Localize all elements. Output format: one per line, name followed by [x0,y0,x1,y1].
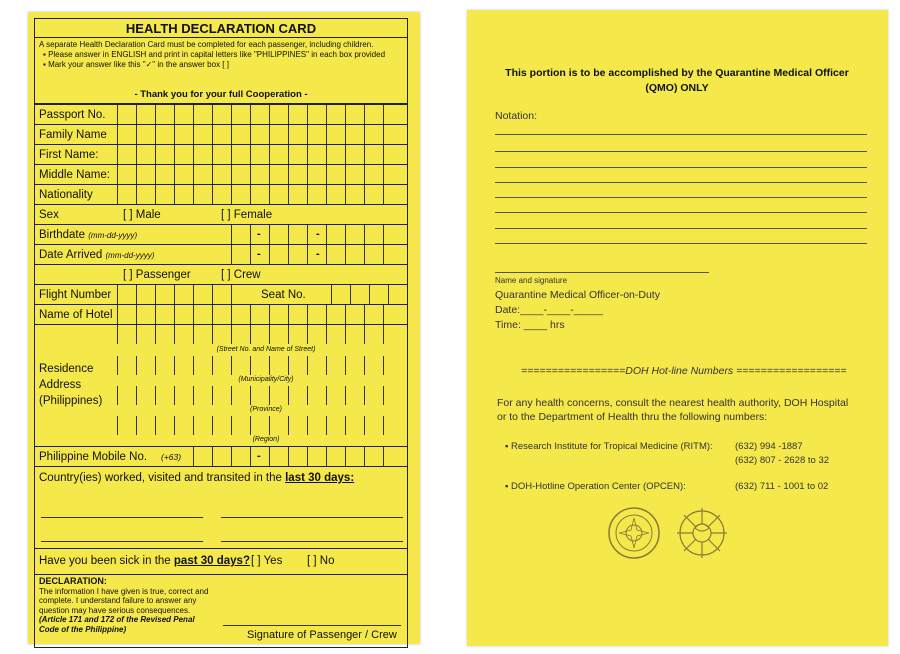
input-box[interactable] [212,165,231,184]
input-box[interactable] [307,305,326,324]
input-box[interactable] [193,145,212,164]
input-box[interactable] [269,125,288,144]
input-box[interactable] [212,285,231,304]
form-grid [34,104,408,648]
input-box[interactable] [250,145,269,164]
input-boxes[interactable] [117,305,402,324]
input-box[interactable] [364,145,383,164]
mobile-row[interactable]: Philippine Mobile No. (+63) - [35,447,407,467]
input-box[interactable] [383,447,402,466]
input-box[interactable] [174,145,193,164]
input-box[interactable] [174,416,193,435]
instruction-2: ▪ Please answer in ENGLISH and print in capital letters like "PHILIPPINES" in each box provided [43,50,386,59]
input-box[interactable] [307,165,326,184]
first-name-label: First Name: [39,149,99,161]
input-box[interactable] [193,447,212,466]
input-box[interactable] [350,285,369,304]
crew-checkbox[interactable]: [ ] Crew [221,269,261,281]
input-box[interactable] [174,325,193,344]
opcen-number: (632) 711 - 1001 to 02 [735,481,829,492]
name-signature-label: Name and signature [495,276,568,285]
declaration-text: DECLARATION: The information I have given is true, correct and complete. I understand failure to answer any question may have serious consequences. (Article 171 and 172 of the Revised Penal Code of the Philippine) [39,576,209,634]
input-box[interactable] [326,225,345,244]
input-box[interactable] [250,356,269,375]
nationality-label: Nationality [39,189,93,201]
input-box[interactable] [326,245,345,264]
input-box[interactable] [364,225,383,244]
input-box[interactable] [345,245,364,264]
input-box[interactable] [307,125,326,144]
input-box[interactable] [345,225,364,244]
input-box[interactable] [345,447,364,466]
middle-name-row[interactable] [35,165,407,185]
time-field[interactable]: Time: ____ hrs [495,319,565,331]
input-box[interactable] [117,305,136,324]
input-box[interactable] [388,285,407,304]
date-field[interactable]: Date:____-____-_____ [495,304,604,316]
input-box[interactable] [155,305,174,324]
input-box[interactable] [326,105,345,124]
input-box[interactable] [193,185,212,204]
birthdate-label: Birthdate (mm-dd-yyyy) [39,229,138,241]
middle-name-label: Middle Name: [39,169,110,181]
input-box[interactable] [345,125,364,144]
input-box[interactable] [307,447,326,466]
input-box[interactable] [117,165,136,184]
mobile-prefix: (+63) [161,452,182,462]
input-boxes[interactable] [117,165,402,184]
input-box[interactable] [231,165,250,184]
passenger-checkbox[interactable]: [ ] Passenger [123,269,191,281]
input-box[interactable] [364,245,383,264]
input-boxes[interactable] [117,125,402,144]
input-box[interactable] [174,356,193,375]
card-title: HEALTH DECLARATION CARD [34,18,408,38]
input-box[interactable] [155,386,174,405]
input-box[interactable] [117,145,136,164]
seat-label: Seat No. [261,289,306,301]
input-box[interactable] [231,356,250,375]
input-box[interactable] [288,185,307,204]
hotel-row[interactable] [35,305,407,325]
input-box[interactable] [136,325,155,344]
input-box[interactable] [288,165,307,184]
input-box[interactable] [345,105,364,124]
input-box[interactable] [212,185,231,204]
input-box[interactable] [136,185,155,204]
input-box[interactable] [136,165,155,184]
date-arrived-label: Date Arrived (mm-dd-yyyy) [39,249,155,261]
input-box[interactable] [212,125,231,144]
input-box[interactable] [212,447,231,466]
input-box[interactable] [307,416,326,435]
doh-seal-icon [607,506,661,560]
family-name-row[interactable] [35,125,407,145]
input-box[interactable] [326,305,345,324]
input-box[interactable] [307,105,326,124]
input-box[interactable] [326,185,345,204]
input-boxes[interactable] [331,285,407,304]
input-box[interactable] [288,386,307,405]
input-box[interactable] [345,185,364,204]
input-box[interactable] [231,105,250,124]
input-box[interactable] [212,325,231,344]
input-box[interactable] [269,245,288,264]
input-box[interactable] [193,416,212,435]
family-name-label: Family Name [39,129,107,141]
ritm-number-1: (632) 994 -1887 [735,441,803,452]
input-box[interactable] [383,225,402,244]
input-box[interactable] [345,416,364,435]
sick-no-checkbox[interactable]: [ ] No [307,555,335,567]
input-box[interactable] [212,105,231,124]
birthdate-row[interactable]: Birthdate (mm-dd-yyyy) - - [35,225,407,245]
input-box[interactable] [117,105,136,124]
input-box[interactable] [383,416,402,435]
sick-question: Have you been sick in the past 30 days? [39,555,250,567]
input-box[interactable] [364,447,383,466]
input-box[interactable] [193,356,212,375]
input-box[interactable] [231,225,250,244]
input-box[interactable] [326,416,345,435]
input-box[interactable] [364,386,383,405]
input-box[interactable] [250,185,269,204]
input-box[interactable] [269,145,288,164]
input-box[interactable] [250,105,269,124]
input-box[interactable] [231,245,250,264]
input-box[interactable] [231,305,250,324]
passport-label: Passport No. [39,109,106,121]
region-caption: (Region) [252,436,280,443]
nationality-row[interactable] [35,185,407,205]
input-box[interactable] [288,416,307,435]
input-boxes[interactable] [117,185,402,204]
input-box[interactable] [231,416,250,435]
input-box[interactable] [212,386,231,405]
input-box[interactable] [331,285,350,304]
input-box[interactable] [269,305,288,324]
countries-section[interactable] [35,467,407,549]
input-boxes[interactable] [117,356,402,375]
notation-label: Notation: [495,110,538,122]
input-box[interactable] [155,356,174,375]
input-box[interactable] [383,105,402,124]
input-box[interactable] [364,356,383,375]
qmo-title: This portion is to be accomplished by the Quarantine Medical Officer (QMO) ONLY [505,67,849,94]
input-box[interactable] [326,386,345,405]
input-box[interactable] [345,356,364,375]
input-box[interactable] [231,125,250,144]
input-box[interactable] [345,305,364,324]
input-box[interactable] [288,447,307,466]
input-box[interactable] [174,105,193,124]
input-box[interactable] [288,225,307,244]
input-box[interactable] [307,145,326,164]
input-box[interactable] [117,386,136,405]
input-box[interactable] [269,185,288,204]
input-box[interactable] [250,125,269,144]
input-box[interactable] [136,125,155,144]
input-box[interactable] [364,105,383,124]
input-box[interactable] [307,356,326,375]
input-box[interactable] [231,285,250,304]
input-box[interactable] [383,386,402,405]
instructions [34,38,408,104]
input-box[interactable] [383,145,402,164]
input-box[interactable] [117,416,136,435]
input-box[interactable] [117,325,136,344]
input-box[interactable] [326,165,345,184]
input-box[interactable] [193,125,212,144]
first-name-row[interactable] [35,145,407,165]
hotel-label: Name of Hotel [39,309,113,321]
street-caption: (Street No. and Name of Street) [216,346,316,353]
qmo-label: Quarantine Medical Officer-on-Duty [495,289,660,301]
residence-label: Residence Address (Philippines) [39,363,103,407]
input-box[interactable] [269,416,288,435]
municipality-caption: (Municipality/City) [238,376,294,383]
input-box[interactable] [345,325,364,344]
input-box[interactable] [174,185,193,204]
input-box[interactable] [269,105,288,124]
input-box[interactable] [288,325,307,344]
input-boxes[interactable] [117,285,250,304]
input-box[interactable] [288,125,307,144]
input-box[interactable] [155,185,174,204]
input-box[interactable] [269,325,288,344]
input-box[interactable] [155,105,174,124]
input-box[interactable] [212,305,231,324]
flight-row[interactable] [35,285,407,305]
input-box[interactable] [364,325,383,344]
input-box[interactable] [383,356,402,375]
signature-label: Signature of Passenger / Crew [247,629,397,641]
input-box[interactable] [193,325,212,344]
concern-text: For any health concerns, consult the nearest health authority, DOH Hospital or to the Department of Health thru the following numbers: [497,397,849,423]
input-box[interactable] [383,325,402,344]
input-box[interactable] [383,245,402,264]
passenger-crew-row [35,265,407,285]
input-box[interactable] [326,356,345,375]
input-boxes[interactable] [117,416,402,435]
input-box[interactable] [383,185,402,204]
input-box[interactable] [117,285,136,304]
input-box[interactable] [326,325,345,344]
health-declaration-front [28,12,420,644]
input-box[interactable] [117,185,136,204]
input-boxes[interactable] [117,105,402,124]
input-box[interactable] [155,285,174,304]
input-box[interactable] [193,105,212,124]
input-box[interactable] [174,165,193,184]
input-box[interactable] [345,386,364,405]
sex-row [35,205,407,225]
input-box[interactable] [174,305,193,324]
input-box[interactable] [174,125,193,144]
input-box[interactable] [383,125,402,144]
input-box[interactable] [269,165,288,184]
input-box[interactable] [383,165,402,184]
date-arrived-row[interactable]: Date Arrived (mm-dd-yyyy) - - [35,245,407,265]
instruction-1: A separate Health Declaration Card must be completed for each passenger, including children. [39,40,374,49]
input-box[interactable] [117,125,136,144]
input-box[interactable] [250,416,269,435]
input-boxes[interactable] [117,145,402,164]
passport-row[interactable] [35,105,407,125]
male-checkbox[interactable]: [ ] Male [123,209,161,221]
ritm-label: ▪ Research Institute for Tropical Medicine (RITM): [505,441,713,452]
declaration-section [35,575,407,647]
health-declaration-back [467,10,888,646]
input-box[interactable] [117,356,136,375]
input-box[interactable] [193,305,212,324]
residence-address[interactable] [35,325,407,447]
input-box[interactable] [269,447,288,466]
input-box[interactable] [250,305,269,324]
ritm-number-2: (632) 807 - 2628 to 32 [735,455,830,466]
input-box[interactable] [155,145,174,164]
input-box[interactable] [193,165,212,184]
province-caption: (Province) [250,406,282,413]
thanks-note: - Thank you for your full Cooperation - [134,89,308,100]
input-box[interactable] [307,386,326,405]
mobile-label: Philippine Mobile No. [39,451,148,463]
input-box[interactable] [250,325,269,344]
input-box[interactable] [269,225,288,244]
input-box[interactable] [136,145,155,164]
input-box[interactable] [369,285,388,304]
input-box[interactable] [193,386,212,405]
sick-yes-checkbox[interactable]: [ ] Yes [251,555,283,567]
sex-label: Sex [39,209,59,221]
sick-section [35,549,407,575]
flight-label: Flight Number [39,289,112,301]
quarantine-seal-icon [673,504,731,562]
input-box[interactable] [250,165,269,184]
input-box[interactable] [136,285,155,304]
input-boxes[interactable] [193,447,402,466]
input-boxes[interactable] [117,325,402,344]
input-box[interactable] [155,325,174,344]
input-box[interactable] [288,305,307,324]
input-box[interactable] [288,145,307,164]
input-box[interactable] [193,285,212,304]
input-box[interactable] [136,356,155,375]
input-box[interactable] [269,356,288,375]
input-box[interactable] [364,165,383,184]
input-box[interactable] [231,145,250,164]
input-box[interactable] [212,145,231,164]
input-box[interactable] [212,416,231,435]
input-box[interactable] [364,185,383,204]
input-box[interactable] [307,325,326,344]
input-box[interactable] [174,386,193,405]
input-box[interactable] [364,305,383,324]
input-box[interactable] [231,185,250,204]
hotline-header: =================DOH Hot-line Numbers ================== [521,365,847,377]
input-box[interactable] [231,386,250,405]
input-box[interactable] [174,285,193,304]
input-box[interactable] [136,305,155,324]
instruction-3: ▪ Mark your answer like this "✓" in the answer box [ ] [43,60,229,69]
input-box[interactable] [288,105,307,124]
input-box[interactable] [307,185,326,204]
input-box[interactable] [364,416,383,435]
opcen-label: ▪ DOH-Hotline Operation Center (OPCEN): [505,481,686,492]
input-box[interactable] [326,447,345,466]
input-box[interactable] [364,125,383,144]
input-box[interactable] [345,165,364,184]
female-checkbox[interactable]: [ ] Female [221,209,273,221]
input-box[interactable] [288,245,307,264]
input-box[interactable] [155,125,174,144]
input-box[interactable] [136,416,155,435]
input-box[interactable] [136,386,155,405]
input-box[interactable] [269,386,288,405]
input-box[interactable] [288,356,307,375]
input-box[interactable] [136,105,155,124]
input-boxes[interactable] [117,386,402,405]
input-box[interactable] [231,325,250,344]
input-box[interactable] [383,305,402,324]
input-box[interactable] [250,386,269,405]
countries-question: Country(ies) worked, visited and transited in the last 30 days: [39,472,355,484]
input-box[interactable] [326,145,345,164]
input-box[interactable] [155,165,174,184]
input-box[interactable] [155,416,174,435]
input-box[interactable] [212,356,231,375]
input-box[interactable] [326,125,345,144]
input-box[interactable] [345,145,364,164]
input-box[interactable] [231,447,250,466]
